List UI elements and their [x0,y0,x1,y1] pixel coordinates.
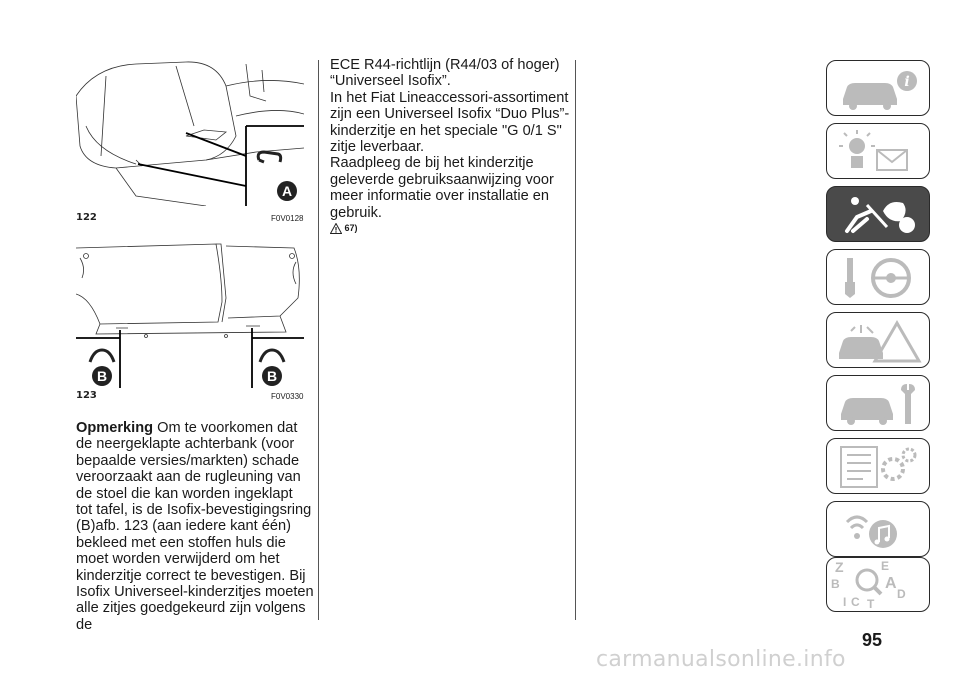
tab-emergency[interactable] [826,312,930,368]
svg-text:i: i [904,74,910,90]
tab-warning-lights[interactable] [826,123,930,179]
column-divider [575,60,576,620]
page-number: 95 [862,630,883,650]
callout-a: A [281,183,293,199]
warning-ref-number: 67) [344,223,358,233]
svg-text:E: E [881,559,890,573]
tab-index[interactable] [826,557,930,612]
tab-technical-data[interactable] [826,438,930,494]
tab-steering-wheel[interactable] [826,249,930,305]
emergency-icon [827,313,931,369]
callout-b-left: B [96,368,108,384]
svg-text:B: B [831,577,840,591]
index-icon [827,558,931,613]
warning-triangle-icon [330,223,342,234]
figure-number: 123 [76,390,97,401]
seat-anchor-illustration [76,56,304,206]
tab-maintenance[interactable] [826,375,930,431]
maintenance-icon [827,376,931,432]
svg-text:I: I [843,595,847,609]
figure-code: F0V0128 [271,214,304,223]
tab-car-info[interactable] [826,60,930,116]
isofix-paragraph: ECE R44-richtlijn (R44/03 of hoger) “Universeel Isofix”. In het Fiat Lineaccessori-assortiment zijn een Universeel Isofix “Duo Plus”- kinderzitje en het speciale "G 0/1 S" zitje leverbaar. Raadpleeg de bij het kinderzitje geleverde gebruiksaanwijzing voor meer informatie over installatie en gebruik. [330,57,570,221]
warning-reference [330,223,358,234]
steering-wheel-icon [827,250,931,306]
note-body: Om te voorkomen dat de neergeklapte achterbank (voor bepaalde versies/markten) schade veroorzaakt aan de rugleuning van de stoel die kan worden ingeklapt tot tafel, is de Isofix-bevestigingsring (B)afb. 123 (aan iedere kant één) bekleed met een stoffen huls die moet worden verwijderd om het kinderzitje correct te bevestigen. Bij Isofix Universeel-kinderzitjes moeten alle zitjes goedgekeurd zijn volgens de [76,420,314,633]
svg-text:C: C [851,595,860,609]
warning-lights-icon [827,124,931,180]
figure-123 [76,238,304,401]
svg-text:Z: Z [835,559,844,575]
figure-code: F0V0330 [271,392,304,401]
note-paragraph [76,420,316,633]
isofix-ring-illustration [76,238,304,388]
tab-seat-airbag[interactable] [826,186,930,242]
svg-text:D: D [897,587,906,601]
seat-airbag-icon [827,187,931,243]
figure-number: 122 [76,212,97,223]
callout-b-right: B [266,368,278,384]
column-divider [318,60,319,620]
svg-text:A: A [885,575,897,592]
note-lead: Opmerking [76,420,154,436]
car-info-icon [827,61,931,117]
watermark-link[interactable]: carmanualsonline.info [596,647,846,672]
figure-122 [76,56,304,223]
technical-data-icon [827,439,931,495]
multimedia-icon [827,502,931,558]
svg-text:T: T [867,597,875,611]
tab-multimedia[interactable] [826,501,930,557]
